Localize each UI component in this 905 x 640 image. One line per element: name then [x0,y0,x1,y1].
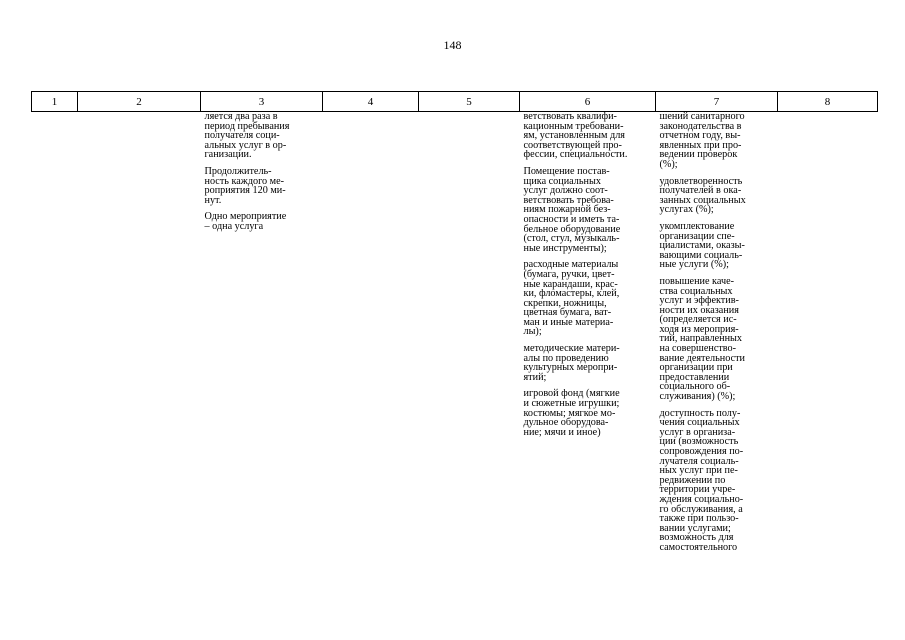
table-row [32,112,878,553]
cell-paragraph: Одно мероприятие – одна услуга [204,211,287,232]
standards-table [31,91,878,553]
column-header: 2 [78,92,201,112]
cell-col-6 [520,112,656,553]
cell-col-5 [419,112,520,553]
cell-col-1 [32,112,78,553]
page-number: 148 [443,38,462,52]
cell-col-2 [78,112,201,553]
column-header: 7 [656,92,778,112]
cell-paragraph: доступность полу- чения социальных услуг в организа- ции (возможность сопровождения по- лучателя социаль- ных услуг при пе- редвижении по территории учре- ждения социально- го обслуживания, а также при пользо- вании услугами; возможность для самостоятельного [659,407,744,553]
column-header: 6 [520,92,656,112]
column-header: 3 [201,92,323,112]
cell-paragraph: шений санитарного законодательства в отчетном году, вы- явленных при про- ведении проверок (%); [659,111,745,170]
cell-paragraph: укомплектование организации спе- циалистами, оказы- вающими социаль- ные услуги (%); [659,220,745,271]
column-header: 4 [323,92,419,112]
cell-col-8 [778,112,878,553]
column-header: 8 [778,92,878,112]
cell-paragraph: Продолжитель- ность каждого ме- роприятия 120 ми- нут. [204,165,286,206]
cell-paragraph: повышение каче- ства социальных услуг и эффектив- ности их оказания (определяется ис- ходя из мероприя- тий, направленных на совершенство- вание деятельности организации при предоставлении социального об- служивания) (%); [659,275,745,403]
cell-paragraph: ветствовать квалифи- кационным требовани- ям, установленным для соответствующей про- фессии, специальности. [523,111,628,161]
cell-paragraph: Помещение постав- щика социальных услуг должно соот- ветствовать требова- ниям пожарной без- опасности и иметь та- бельное оборудование (стол, стул, музыкаль- ные инструменты); [523,165,621,254]
cell-paragraph: методические матери- алы по проведению культурных меропри- ятий; [523,343,620,383]
cell-paragraph: удовлетворенность получателей в ока- занных социальных услугах (%); [659,175,746,216]
cell-col-3 [201,112,323,553]
cell-paragraph: расходные материалы (бумага, ручки, цвет- ные карандаши, крас- ки, фломастеры, клей, скрепки, ножницы, цветная бумага, ват- ман и иные материа- лы); [523,259,620,338]
column-number-row [32,92,878,112]
cell-col-4 [323,112,419,553]
column-header: 1 [32,92,78,112]
cell-paragraph: ляется два раза в период пребывания получателя соци- альных услуг в ор- ганизации. [204,111,290,161]
cell-paragraph: игровой фонд (мягкие и сюжетные игрушки; костюмы; мягкое мо- дульное оборудова- ние; мячи и иное) [523,388,620,438]
cell-col-7 [656,112,778,553]
column-header: 5 [419,92,520,112]
